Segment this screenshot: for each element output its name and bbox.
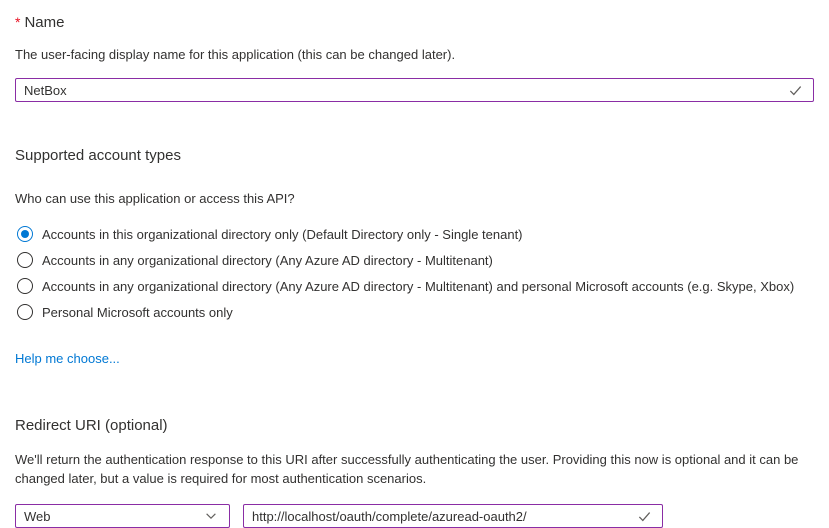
name-title-text: Name	[24, 14, 65, 31]
redirect-uri-input-box	[243, 504, 663, 528]
valid-checkmark-icon	[636, 508, 652, 524]
radio-button-icon	[17, 278, 33, 294]
radio-button-icon	[17, 304, 33, 320]
valid-checkmark-icon	[787, 82, 803, 98]
redirect-uri-row	[15, 504, 814, 528]
account-type-option[interactable]	[15, 299, 814, 325]
account-type-label: Accounts in this organizational directory only (Default Directory only - Single tenant)	[42, 226, 523, 242]
account-types-title: Supported account types	[15, 147, 181, 164]
redirect-uri-input[interactable]	[244, 509, 636, 524]
name-input[interactable]	[16, 83, 787, 98]
account-type-option[interactable]	[15, 247, 814, 273]
platform-select-value: Web	[24, 508, 51, 524]
redirect-uri-title: Redirect URI (optional)	[15, 417, 168, 434]
account-types-question: Who can use this application or access this API?	[15, 191, 295, 206]
name-description: The user-facing display name for this application (this can be changed later).	[15, 47, 456, 62]
radio-button-icon	[17, 226, 33, 242]
account-type-option[interactable]	[15, 221, 814, 247]
help-me-choose-link[interactable]: Help me choose...	[15, 351, 120, 366]
account-type-label: Accounts in any organizational directory (Any Azure AD directory - Multitenant)	[42, 252, 493, 268]
name-input-box	[15, 78, 814, 102]
account-type-option[interactable]	[15, 273, 814, 299]
platform-select[interactable]	[15, 504, 230, 528]
chevron-down-icon	[203, 508, 219, 524]
account-types-radio-group	[15, 221, 814, 325]
account-type-label: Personal Microsoft accounts only	[42, 304, 233, 320]
redirect-uri-description: We'll return the authentication response to this URI after successfully authenticating the user. Providing this now is optional and it can be changed later, but a value is required for most authentication scenarios.	[15, 452, 799, 486]
name-section-title	[15, 0, 814, 33]
account-type-label: Accounts in any organizational directory (Any Azure AD directory - Multitenant) and personal Microsoft accounts (e.g. Skype, Xbox)	[42, 278, 795, 294]
radio-button-icon	[17, 252, 33, 268]
required-asterisk: *	[15, 14, 21, 30]
